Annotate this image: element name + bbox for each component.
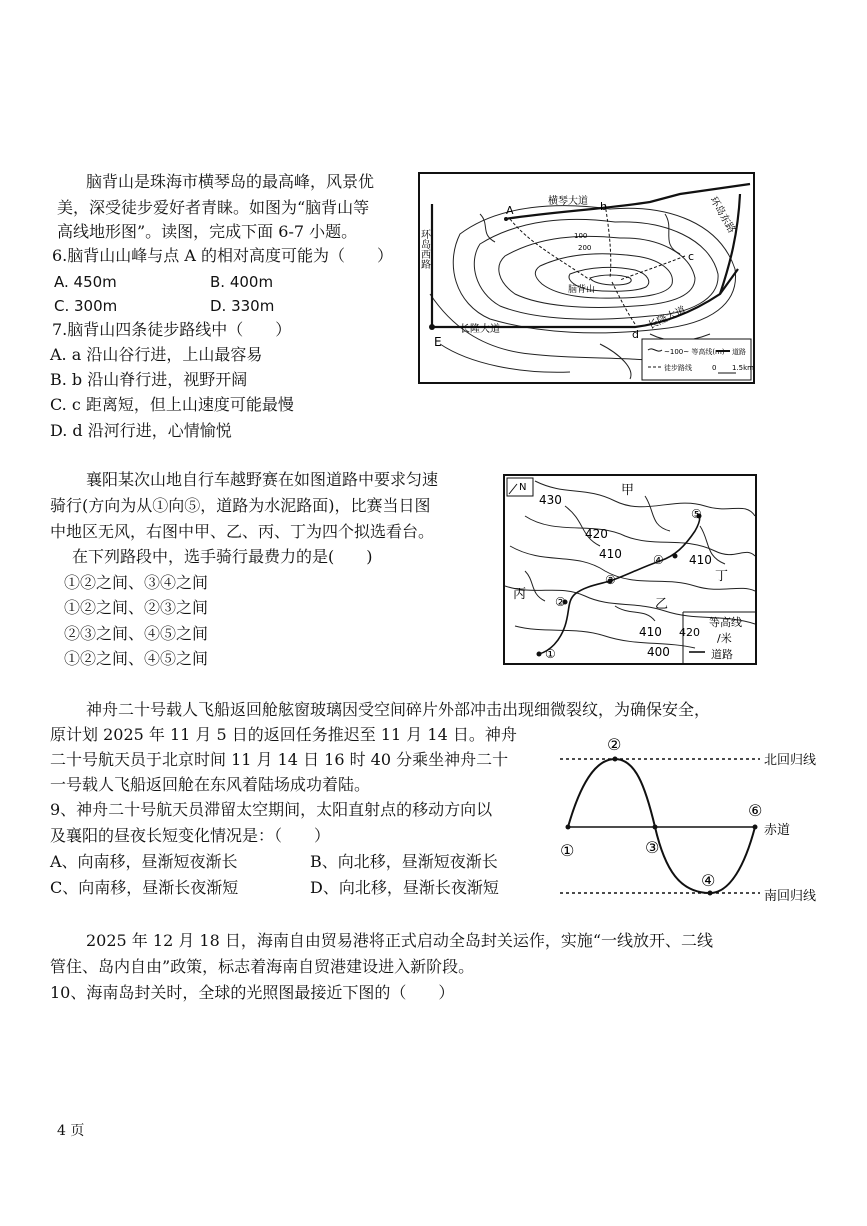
contour-410-b: 410 xyxy=(689,553,712,567)
stand-jia: 甲 xyxy=(621,483,635,498)
label-trail-b: b xyxy=(600,200,607,213)
q6-option-c: C. 300m xyxy=(54,297,118,315)
q8-option-1: ①②之间、③④之间 xyxy=(64,573,209,592)
legend-scale-zero: 0 xyxy=(712,364,717,372)
contour-label-100: 100 xyxy=(574,232,588,240)
q6-intro-line1: 脑背山是珠海市横琴岛的最高峰，风景优 xyxy=(86,172,375,191)
q9-stem-line2: 及襄阳的昼夜长短变化情况是：（ ） xyxy=(50,826,331,845)
q8-intro-line3: 中地区无风，右图中甲、乙、丙、丁为四个拟选看台。 xyxy=(50,522,435,541)
q9-stem-line1: 9、神舟二十号航天员滞留太空期间，太阳直射点的移动方向以 xyxy=(50,800,493,819)
q10-intro-line1: 2025 年 12 月 18 日，海南自由贸易港将正式启动全岛封关运作，实施“一线放开、二线 xyxy=(86,931,714,950)
q8-option-3: ②③之间、④⑤之间 xyxy=(64,624,209,643)
q7-option-d: D. d 沿河行进，心情愉悦 xyxy=(50,421,232,440)
q9-intro-line3: 二十号航天员于北京时间 11 月 14 日 16 时 40 分乘坐神舟二十 xyxy=(50,750,509,769)
q8-stem: 在下列路段中，选手骑行最费力的是( ) xyxy=(72,547,373,566)
label-huandao-donglu: 环岛东路 xyxy=(707,195,737,236)
label-trail-d: d xyxy=(632,328,639,341)
contour-map-drawing xyxy=(420,174,753,382)
point-4: ④ xyxy=(701,871,716,890)
label-point-a: A xyxy=(506,204,514,217)
q8-option-2: ①②之间、②③之间 xyxy=(64,598,209,617)
q6-intro-line2: 美，深受徒步爱好者青睐。如图为“脑背山等 xyxy=(57,198,370,217)
contour-430: 430 xyxy=(539,493,562,507)
q8-intro-line2: 骑行(方向为从①向⑤，道路为水泥路面)，比赛当日图 xyxy=(50,496,431,515)
contour-420: 420 xyxy=(585,527,608,541)
q6-option-d: D. 330m xyxy=(210,297,275,315)
naobeishan-contour-map xyxy=(418,172,755,384)
legend-contour-label: ~100~ 等高线(m) xyxy=(664,348,725,356)
north-arrow-label: N xyxy=(519,482,527,493)
legend-unit-label: /米 xyxy=(717,632,732,645)
q7-option-a: A. a 沿山谷行进，上山最容易 xyxy=(50,345,263,364)
q8-option-4: ①②之间、④⑤之间 xyxy=(64,649,209,668)
point-2: ② xyxy=(607,735,622,754)
contour-label-200: 200 xyxy=(578,244,592,252)
legend-trail-label: 徒步路线 xyxy=(664,364,692,372)
q9-intro-line4: 一号载人飞船返回舱在东风着陆场成功着陆。 xyxy=(50,775,371,794)
road-point-3: ③ xyxy=(605,573,616,587)
cycling-contour-map xyxy=(503,474,757,665)
q7-option-c: C. c 距离短，但上山速度可能最慢 xyxy=(50,395,294,414)
legend-road-label: 道路 xyxy=(732,348,746,356)
q7-stem: 7.脑背山四条徒步路线中（ ） xyxy=(52,320,292,339)
page-number: 4 页 xyxy=(57,1123,85,1139)
q9-option-d: D、向北移，昼渐长夜渐短 xyxy=(310,878,499,897)
legend-scale-end: 1.5km xyxy=(732,364,755,372)
contour-410-c: 410 xyxy=(639,625,662,639)
legend-contour-label: 等高线 xyxy=(709,616,742,629)
road-point-4: ④ xyxy=(653,553,664,567)
q10-intro-line2: 管住、岛内自由”政策，标志着海南自贸港建设进入新阶段。 xyxy=(50,957,475,976)
point-1: ① xyxy=(560,841,575,860)
label-tropic-of-cancer: 北回归线 xyxy=(764,753,817,768)
legend-road-label: 道路 xyxy=(711,648,733,661)
road-point-5: ⑤ xyxy=(691,507,702,521)
q9-option-c: C、向南移，昼渐长夜渐短 xyxy=(50,878,239,897)
q6-option-b: B. 400m xyxy=(210,273,274,291)
q9-intro-line1: 神舟二十号载人飞船返回舱舷窗玻璃因受空间碎片外部冲击出现细微裂纹，为确保安全， xyxy=(86,700,711,719)
label-equator: 赤道 xyxy=(764,823,791,838)
q6-intro-line3: 高线地形图”。读图，完成下面 6-7 小题。 xyxy=(57,222,358,241)
q8-intro-line1: 襄阳某次山地自行车越野赛在如图道路中要求匀速 xyxy=(86,470,439,489)
contour-400: 400 xyxy=(647,645,670,659)
stand-yi: 乙 xyxy=(655,597,669,612)
label-changlong-avenue: 长隆大道 xyxy=(460,324,500,335)
label-point-e: E xyxy=(434,335,442,349)
stand-ding: 丁 xyxy=(715,569,729,584)
label-hengqin-avenue: 横琴大道 xyxy=(548,196,588,207)
q9-option-b: B、向北移，昼渐短夜渐长 xyxy=(310,852,498,871)
direct-sun-point-diagram xyxy=(550,730,850,910)
label-tropic-of-capricorn: 南回归线 xyxy=(764,889,817,904)
q7-option-b: B. b 沿山脊行进，视野开阔 xyxy=(50,370,248,389)
q6-option-a: A. 450m xyxy=(54,273,117,291)
q9-option-a: A、向南移，昼渐短夜渐长 xyxy=(50,852,238,871)
label-naobeishan: 脑背山 xyxy=(568,285,596,295)
point-6: ⑥ xyxy=(748,801,763,820)
stand-bing: 丙 xyxy=(513,587,527,602)
road-point-1: ① xyxy=(545,647,556,661)
cycling-map-drawing xyxy=(505,476,755,663)
contour-410-a: 410 xyxy=(599,547,622,561)
q10-stem: 10、海南岛封关时，全球的光照图最接近下图的（ ） xyxy=(50,983,455,1002)
q9-intro-line2: 原计划 2025 年 11 月 5 日的返回任务推迟至 11 月 14 日。神舟 xyxy=(50,725,517,744)
label-huandao-xilu: 环岛西路 xyxy=(418,229,430,269)
label-changlong-avenue-2: 长隆大道 xyxy=(646,304,688,332)
road-point-2: ② xyxy=(555,595,566,609)
q6-stem: 6.脑背山山峰与点 A 的相对高度可能为（ ） xyxy=(52,246,393,265)
point-3: ③ xyxy=(645,838,660,857)
contour-420-b: 420 xyxy=(679,626,700,639)
label-trail-c: c xyxy=(688,250,695,263)
